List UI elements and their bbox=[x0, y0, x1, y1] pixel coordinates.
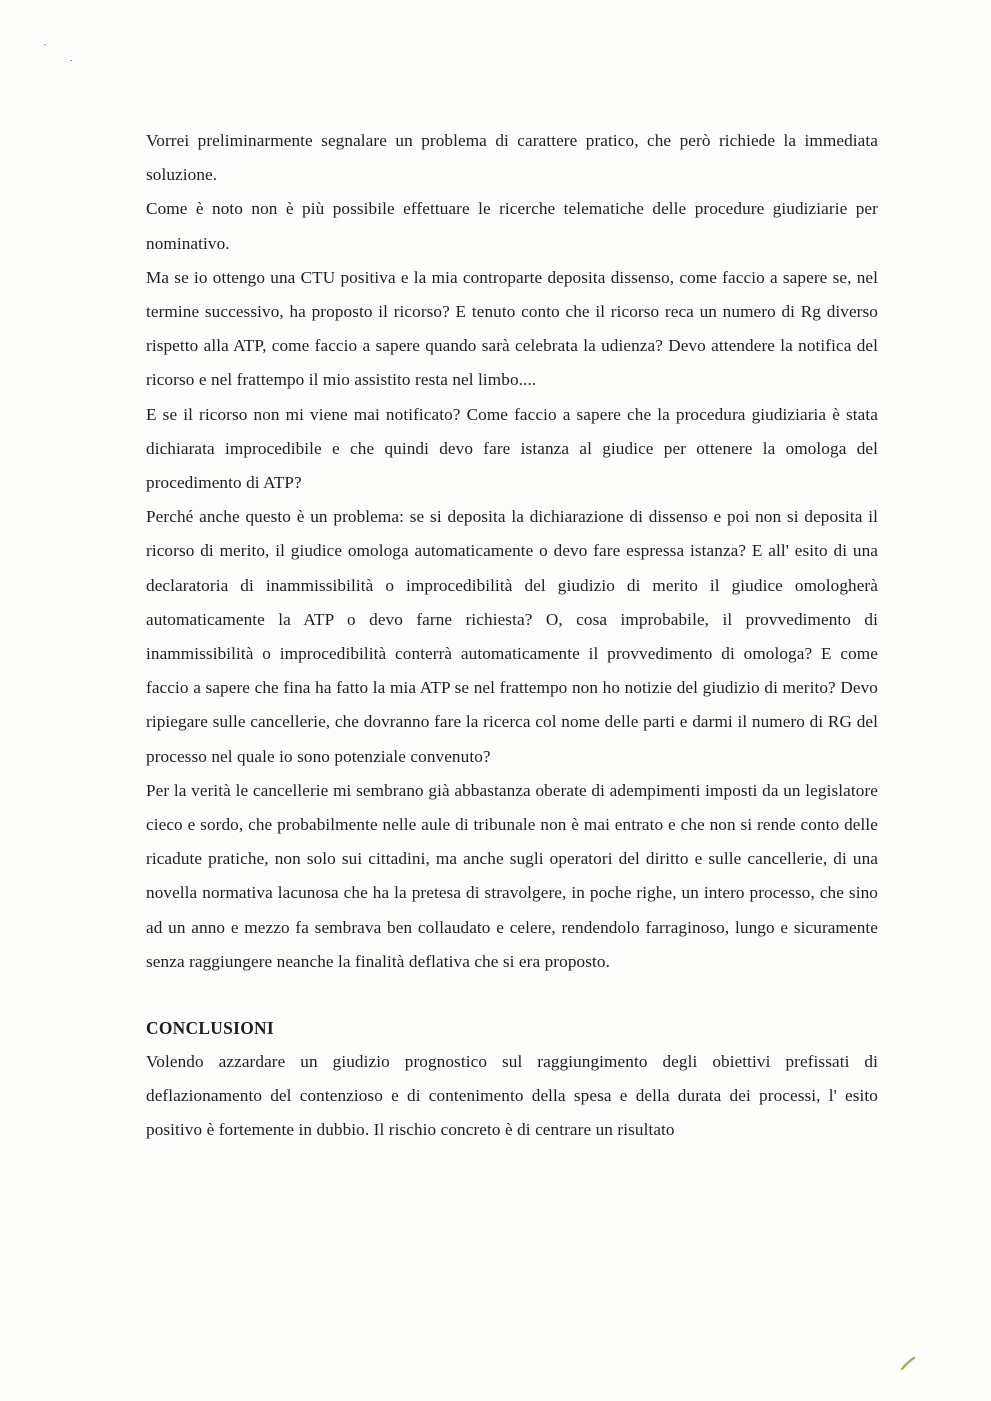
paragraph: Per la verità le cancellerie mi sembrano già abbastanza oberate di adempimenti imposti da un legislatore cieco e sordo, che probabilmente nelle aule di tribunale non è mai entrato e che non si rende conto delle ricadute pratiche, non solo sui cittadini, ma anche sugli operatori del diritto e sulle cancellerie, di una novella normativa lacunosa che ha la pretesa di stravolgere, in poche righe, un intero processo, che sino ad un anno e mezzo fa sembrava ben collaudato e celere, rendendolo farraginoso, lungo e sicuramente senza raggiungere neanche la finalità deflativa che si era proposto. bbox=[146, 780, 878, 971]
conclusion-paragraph: Volendo azzardare un giudizio prognostico sul raggiungimento degli obiettivi prefissati di deflazionamento del contenzioso e di contenimento della spesa e della durata dei processi, l' esito positivo è fortemente in dubbio. Il rischio concreto è di centrare un risultato bbox=[146, 1052, 878, 1140]
paragraph: Ma se io ottengo una CTU positiva e la mia controparte deposita dissenso, come faccio a sapere se, nel termine successivo, ha proposto il ricorso? E tenuto conto che il ricorso reca un numero di Rg diverso rispetto alla ATP, come faccio a sapere quando sarà celebrata la udienza? Devo attendere la notifica del ricorso e nel frattempo il mio assistito resta nel limbo.... bbox=[146, 267, 878, 390]
paragraph: Vorrei preliminarmente segnalare un problema di carattere pratico, che però richiede la immediata soluzione. bbox=[146, 131, 878, 185]
scan-speck bbox=[70, 60, 72, 61]
scan-speck bbox=[44, 44, 46, 45]
paragraph: Come è noto non è più possibile effettuare le ricerche telematiche delle procedure giudiziarie per nominativo. bbox=[146, 199, 878, 253]
scan-specks bbox=[44, 44, 74, 64]
section-heading: CONCLUSIONI bbox=[146, 1018, 274, 1039]
document-body bbox=[146, 124, 878, 1148]
paragraph: Perché anche questo è un problema: se si deposita la dichiarazione di dissenso e poi non si deposita il ricorso di merito, il giudice omologa automaticamente o devo fare espressa istanza? E all' esito di una declaratoria di inammissibilità o improcedibilità del giudizio di merito il giudice omologherà automaticamente la ATP o devo farne richiesta? O, cosa improbabile, il provvedimento di inammissibilità o improcedibilità conterrà automaticamente il provvedimento di omologa? E come faccio a sapere che fina ha fatto la mia ATP se nel frattempo non ho notizie del giudizio di merito? Devo ripiegare sulle cancellerie, che dovranno fare la ricerca col nome delle parti e darmi il numero di RG del processo nel quale io sono potenziale convenuto? bbox=[146, 507, 878, 766]
pen-mark-icon bbox=[900, 1355, 916, 1371]
paragraph: E se il ricorso non mi viene mai notificato? Come faccio a sapere che la procedura giudiziaria è stata dichiarata improcedibile e che quindi devo fare istanza al giudice per ottenere la omologa del procedimento di ATP? bbox=[146, 404, 878, 493]
